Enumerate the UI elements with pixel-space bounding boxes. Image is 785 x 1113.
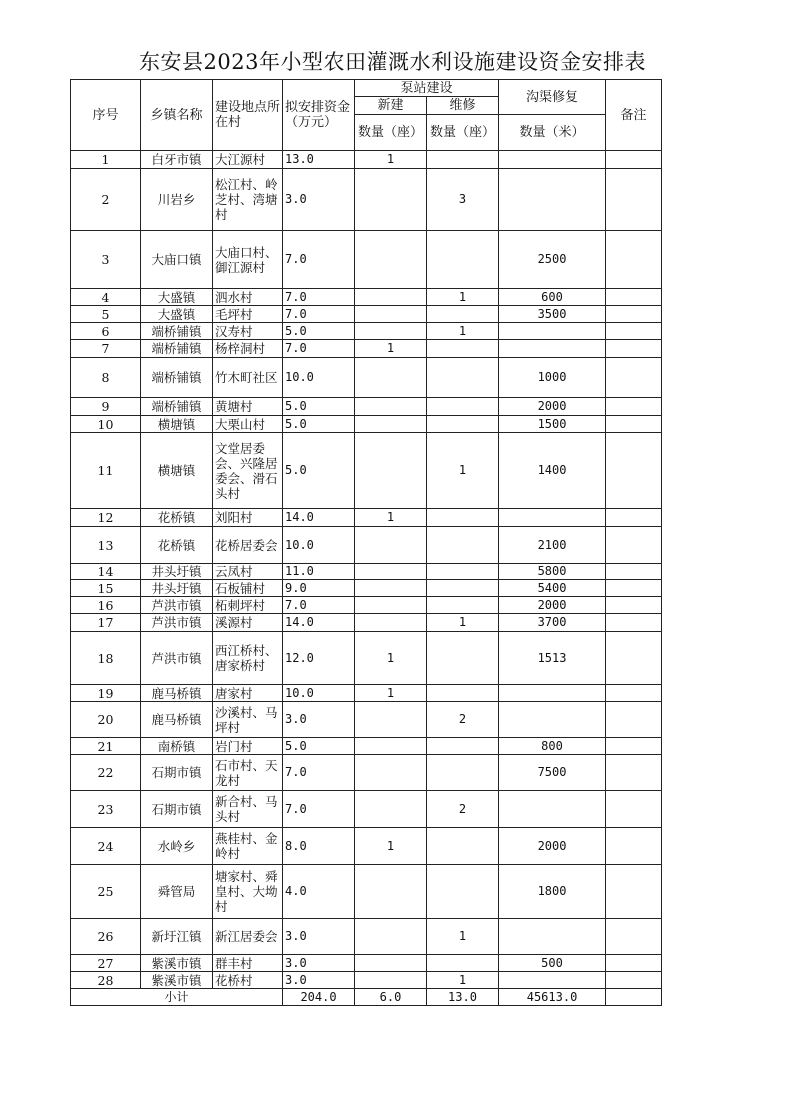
cell-township: 鹿马桥镇 [141,702,213,738]
cell-no: 8 [71,358,141,398]
cell-new-count [355,702,427,738]
cell-canal-length: 500 [499,955,606,972]
header-new-build: 新建 [355,97,427,115]
cell-repair-count [427,738,499,755]
cell-village: 沙溪村、马坪村 [213,702,283,738]
table-row [71,685,662,702]
header-township: 乡镇名称 [141,80,213,151]
cell-canal-length [499,340,606,358]
header-canal-unit: 数量（米） [499,115,606,151]
total-row [71,989,662,1006]
cell-remark [606,632,662,685]
cell-fund: 10.0 [283,685,355,702]
cell-remark [606,323,662,340]
cell-canal-length [499,323,606,340]
cell-village: 岩门村 [213,738,283,755]
cell-repair-count [427,306,499,323]
cell-canal-length: 1400 [499,433,606,509]
cell-remark [606,509,662,527]
cell-repair-count: 2 [427,702,499,738]
cell-fund: 5.0 [283,398,355,416]
header-no: 序号 [71,80,141,151]
table-row [71,955,662,972]
cell-remark [606,738,662,755]
cell-village: 花桥村 [213,972,283,989]
cell-new-count: 1 [355,151,427,169]
cell-canal-length: 2000 [499,828,606,865]
cell-no: 18 [71,632,141,685]
table-row [71,564,662,580]
table-row [71,791,662,828]
total-label: 小计 [71,989,283,1006]
cell-canal-length: 3500 [499,306,606,323]
cell-canal-length: 2000 [499,597,606,614]
cell-repair-count: 1 [427,289,499,306]
cell-repair-count [427,398,499,416]
funds-table [70,79,662,1006]
cell-township: 紫溪市镇 [141,972,213,989]
cell-canal-length: 5800 [499,564,606,580]
cell-village: 群丰村 [213,955,283,972]
cell-township: 白牙市镇 [141,151,213,169]
cell-canal-length [499,702,606,738]
cell-village: 刘阳村 [213,509,283,527]
cell-fund: 5.0 [283,433,355,509]
cell-canal-length [499,509,606,527]
cell-no: 2 [71,169,141,231]
cell-new-count [355,306,427,323]
cell-no: 13 [71,527,141,564]
cell-no: 27 [71,955,141,972]
cell-township: 紫溪市镇 [141,955,213,972]
cell-no: 12 [71,509,141,527]
cell-township: 水岭乡 [141,828,213,865]
cell-no: 19 [71,685,141,702]
cell-township: 井头圩镇 [141,564,213,580]
cell-fund: 7.0 [283,597,355,614]
cell-township: 花桥镇 [141,509,213,527]
table-row [71,614,662,632]
cell-fund: 3.0 [283,169,355,231]
cell-repair-count [427,955,499,972]
cell-new-count [355,919,427,955]
cell-township: 端桥铺镇 [141,340,213,358]
table-row [71,433,662,509]
cell-remark [606,828,662,865]
cell-new-count [355,865,427,919]
cell-canal-length [499,972,606,989]
cell-fund: 9.0 [283,580,355,597]
table-row [71,289,662,306]
cell-new-count [355,564,427,580]
cell-remark [606,972,662,989]
cell-canal-length [499,169,606,231]
cell-fund: 7.0 [283,306,355,323]
cell-fund: 7.0 [283,755,355,791]
cell-remark [606,580,662,597]
total-repair: 13.0 [427,989,499,1006]
cell-new-count [355,433,427,509]
cell-village: 石板铺村 [213,580,283,597]
cell-no: 9 [71,398,141,416]
total-remark [606,989,662,1006]
cell-new-count: 1 [355,340,427,358]
cell-township: 大盛镇 [141,289,213,306]
cell-no: 6 [71,323,141,340]
header-village: 建设地点所在村 [213,80,283,151]
cell-no: 14 [71,564,141,580]
cell-remark [606,597,662,614]
table-row [71,580,662,597]
header-canal: 沟渠修复 [499,80,606,115]
cell-repair-count: 1 [427,614,499,632]
cell-village: 花桥居委会 [213,527,283,564]
cell-township: 鹿马桥镇 [141,685,213,702]
header-new-count-unit: 数量（座） [355,115,427,151]
cell-canal-length: 1500 [499,416,606,433]
cell-no: 11 [71,433,141,509]
cell-new-count [355,398,427,416]
cell-new-count: 1 [355,685,427,702]
total-fund: 204.0 [283,989,355,1006]
header-fund: 拟安排资金（万元） [283,80,355,151]
cell-remark [606,306,662,323]
table-row [71,340,662,358]
cell-village: 新合村、马头村 [213,791,283,828]
cell-canal-length: 2000 [499,398,606,416]
cell-remark [606,433,662,509]
cell-village: 文堂居委会、兴隆居委会、滑石头村 [213,433,283,509]
cell-fund: 8.0 [283,828,355,865]
cell-no: 16 [71,597,141,614]
cell-canal-length: 2500 [499,231,606,289]
cell-repair-count: 3 [427,169,499,231]
table-row [71,738,662,755]
cell-no: 17 [71,614,141,632]
cell-village: 唐家村 [213,685,283,702]
total-new: 6.0 [355,989,427,1006]
cell-repair-count [427,597,499,614]
cell-no: 25 [71,865,141,919]
cell-village: 石市村、天龙村 [213,755,283,791]
cell-new-count [355,416,427,433]
table-row [71,632,662,685]
cell-repair-count: 2 [427,791,499,828]
cell-township: 南桥镇 [141,738,213,755]
cell-no: 3 [71,231,141,289]
cell-township: 新圩江镇 [141,919,213,955]
page-title: 东安县2023年小型农田灌溉水利设施建设资金安排表 [139,50,646,74]
table-row [71,398,662,416]
cell-repair-count [427,580,499,597]
cell-new-count [355,738,427,755]
cell-village: 燕桂村、金岭村 [213,828,283,865]
cell-remark [606,398,662,416]
cell-no: 10 [71,416,141,433]
table-row [71,755,662,791]
cell-canal-length: 2100 [499,527,606,564]
cell-new-count [355,955,427,972]
cell-repair-count [427,865,499,919]
cell-remark [606,340,662,358]
cell-canal-length: 1513 [499,632,606,685]
cell-fund: 7.0 [283,791,355,828]
cell-township: 花桥镇 [141,527,213,564]
table-row [71,919,662,955]
cell-repair-count [427,231,499,289]
cell-no: 23 [71,791,141,828]
cell-remark [606,755,662,791]
cell-township: 端桥铺镇 [141,398,213,416]
cell-new-count [355,289,427,306]
cell-new-count [355,358,427,398]
cell-canal-length: 1000 [499,358,606,398]
cell-canal-length [499,791,606,828]
cell-remark [606,416,662,433]
table-row [71,828,662,865]
cell-township: 端桥铺镇 [141,358,213,398]
cell-repair-count [427,755,499,791]
cell-no: 22 [71,755,141,791]
table-row [71,323,662,340]
cell-no: 24 [71,828,141,865]
cell-township: 大盛镇 [141,306,213,323]
cell-repair-count [427,358,499,398]
cell-repair-count [427,151,499,169]
cell-village: 松江村、岭芝村、湾塘村 [213,169,283,231]
cell-repair-count: 1 [427,323,499,340]
cell-remark [606,289,662,306]
cell-no: 7 [71,340,141,358]
table-row [71,972,662,989]
cell-village: 泗水村 [213,289,283,306]
cell-township: 舜管局 [141,865,213,919]
cell-township: 石期市镇 [141,791,213,828]
cell-repair-count [427,564,499,580]
cell-no: 4 [71,289,141,306]
cell-new-count: 1 [355,632,427,685]
cell-fund: 7.0 [283,289,355,306]
cell-township: 川岩乡 [141,169,213,231]
cell-remark [606,685,662,702]
cell-fund: 5.0 [283,416,355,433]
cell-no: 21 [71,738,141,755]
cell-fund: 7.0 [283,231,355,289]
cell-fund: 12.0 [283,632,355,685]
cell-repair-count [427,416,499,433]
cell-new-count [355,323,427,340]
cell-new-count [355,597,427,614]
table-row [71,151,662,169]
cell-fund: 10.0 [283,358,355,398]
cell-new-count [355,972,427,989]
cell-repair-count: 1 [427,919,499,955]
cell-village: 云凤村 [213,564,283,580]
cell-fund: 3.0 [283,972,355,989]
cell-repair-count [427,685,499,702]
cell-village: 西江桥村、唐家桥村 [213,632,283,685]
cell-fund: 3.0 [283,919,355,955]
table-row [71,527,662,564]
cell-village: 柘刺坪村 [213,597,283,614]
cell-remark [606,614,662,632]
header-repair: 维修 [427,97,499,115]
cell-village: 新江居委会 [213,919,283,955]
cell-repair-count [427,632,499,685]
cell-fund: 5.0 [283,323,355,340]
total-canal: 45613.0 [499,989,606,1006]
cell-township: 芦洪市镇 [141,614,213,632]
cell-fund: 14.0 [283,509,355,527]
cell-fund: 10.0 [283,527,355,564]
cell-village: 汉寿村 [213,323,283,340]
cell-new-count [355,580,427,597]
cell-remark [606,702,662,738]
cell-canal-length: 800 [499,738,606,755]
cell-fund: 4.0 [283,865,355,919]
cell-new-count [355,791,427,828]
cell-no: 1 [71,151,141,169]
table-row [71,597,662,614]
cell-canal-length: 7500 [499,755,606,791]
cell-fund: 13.0 [283,151,355,169]
cell-village: 竹木町社区 [213,358,283,398]
cell-new-count [355,527,427,564]
header-pump-station: 泵站建设 [355,80,499,97]
table-row [71,509,662,527]
cell-fund: 14.0 [283,614,355,632]
cell-no: 5 [71,306,141,323]
cell-village: 大江源村 [213,151,283,169]
cell-no: 20 [71,702,141,738]
cell-remark [606,919,662,955]
cell-remark [606,564,662,580]
table-row [71,169,662,231]
cell-remark [606,231,662,289]
table-row [71,416,662,433]
cell-repair-count: 1 [427,433,499,509]
cell-repair-count [427,340,499,358]
cell-canal-length: 5400 [499,580,606,597]
cell-canal-length: 3700 [499,614,606,632]
cell-canal-length [499,685,606,702]
cell-township: 端桥铺镇 [141,323,213,340]
cell-new-count [355,169,427,231]
table-row [71,702,662,738]
header-repair-count-unit: 数量（座） [427,115,499,151]
cell-canal-length: 600 [499,289,606,306]
cell-canal-length: 1800 [499,865,606,919]
cell-no: 15 [71,580,141,597]
cell-village: 溪源村 [213,614,283,632]
cell-fund: 11.0 [283,564,355,580]
cell-village: 大栗山村 [213,416,283,433]
cell-new-count [355,231,427,289]
table-row [71,231,662,289]
cell-village: 塘家村、舜皇村、大坳村 [213,865,283,919]
cell-remark [606,791,662,828]
cell-fund: 5.0 [283,738,355,755]
cell-remark [606,358,662,398]
table-row [71,865,662,919]
cell-fund: 3.0 [283,955,355,972]
cell-township: 芦洪市镇 [141,632,213,685]
cell-village: 杨梓洞村 [213,340,283,358]
cell-repair-count [427,828,499,865]
cell-new-count: 1 [355,509,427,527]
cell-new-count [355,755,427,791]
cell-fund: 3.0 [283,702,355,738]
cell-township: 芦洪市镇 [141,597,213,614]
cell-fund: 7.0 [283,340,355,358]
cell-township: 井头圩镇 [141,580,213,597]
cell-township: 大庙口镇 [141,231,213,289]
cell-repair-count [427,527,499,564]
table-row [71,306,662,323]
cell-remark [606,955,662,972]
cell-village: 大庙口村、御江源村 [213,231,283,289]
cell-canal-length [499,151,606,169]
table-body [71,151,662,989]
cell-repair-count: 1 [427,972,499,989]
cell-canal-length [499,919,606,955]
cell-remark [606,527,662,564]
cell-new-count: 1 [355,828,427,865]
table-row [71,358,662,398]
cell-remark [606,865,662,919]
cell-village: 黄塘村 [213,398,283,416]
cell-remark [606,151,662,169]
cell-new-count [355,614,427,632]
cell-remark [606,169,662,231]
cell-repair-count [427,509,499,527]
cell-township: 石期市镇 [141,755,213,791]
cell-no: 26 [71,919,141,955]
cell-village: 毛坪村 [213,306,283,323]
header-remark: 备注 [606,80,662,151]
cell-township: 横塘镇 [141,416,213,433]
cell-township: 横塘镇 [141,433,213,509]
cell-no: 28 [71,972,141,989]
